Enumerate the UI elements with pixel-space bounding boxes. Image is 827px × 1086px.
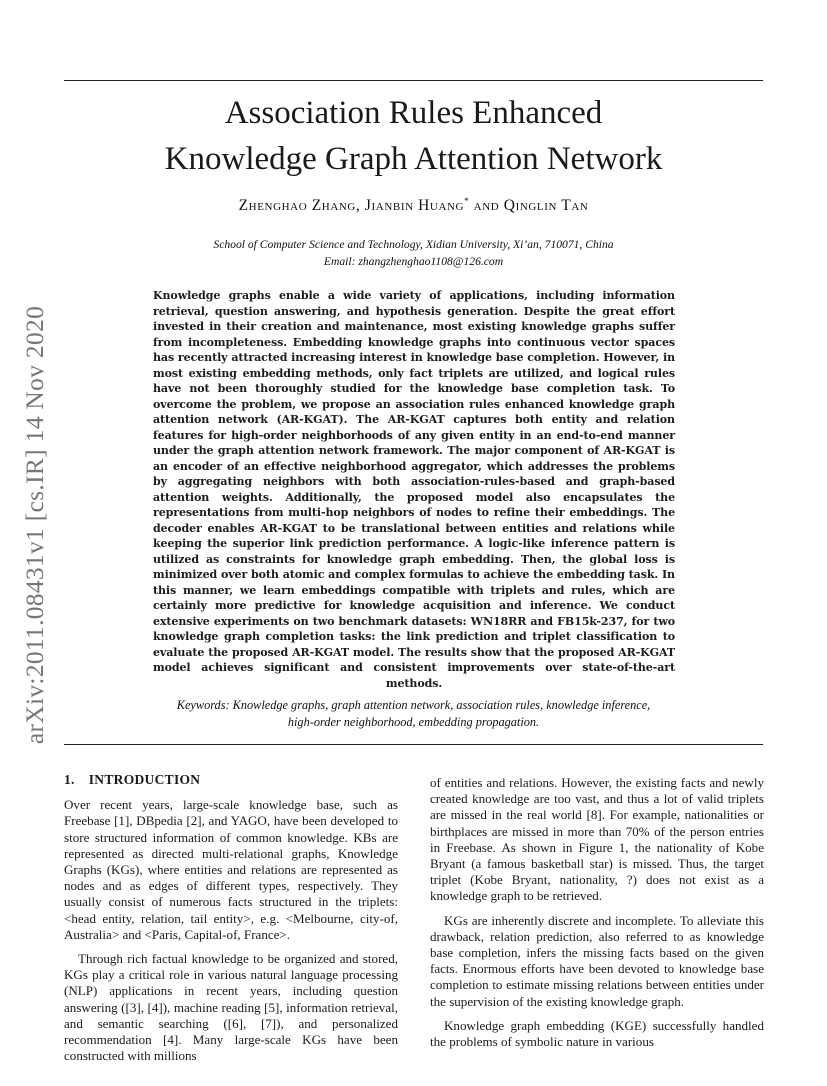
paragraph: Knowledge graph embedding (KGE) successfully handled the problems of symbolic nature in various [430, 1017, 764, 1050]
email-line: Email: zhangzhenghao1108@126.com [323, 255, 504, 268]
authors-last: and Qinglin Tan [469, 197, 589, 215]
keywords: Keywords: Knowledge graphs, graph attention network, association rules, knowledge inference, high-order neighborhood, embedding propagation. [176, 698, 651, 729]
affiliation [64, 236, 763, 270]
paragraph: of entities and relations. However, the existing facts and newly created knowledge are too vast, and thus a lot of valid triplets are missed in the real world [8]. For example, nationalities or birthplaces are missed in more than 70% of the person entries in Freebase. As shown in Figure 1, the nationality of Kobe Bryant (a famous basketball star) is missed. Thus, the target triplet (Kobe Bryant, nationality, ?) does not exist as a knowledge graph to be retrieved. [430, 775, 764, 904]
arxiv-sidebar-stamp [15, 280, 55, 770]
arxiv-id: arXiv:2011.08431v1 [cs.IR] 14 Nov 2020 [20, 305, 49, 745]
title-line-1: Association Rules Enhanced [224, 95, 603, 131]
paragraph: Over recent years, large-scale knowledge base, such as Freebase [1], DBpedia [2], and YAGO, have been developed to store structured information of common knowledge. KBs are represented as directed multi-relational graphs, Knowledge Graphs (KGs), where entities and relations are represented as nodes and as edges of different types, respectively. They usually consist of numerous facts structured in the triplets: <head entity, relation, tail entity>, e.g. <Melbourne, city-of, Australia> and <Paris, Capital-of, France>. [64, 797, 398, 942]
title-line-2: Knowledge Graph Attention Network [164, 141, 663, 177]
section-heading [64, 772, 398, 788]
abstract: Knowledge graphs enable a wide variety of applications, including information retrieval, question answering, and hypothesis generation. Despite the great effort invested in their creation and maintenance, most existing knowledge graphs suffer from incompleteness. Embedding knowledge graphs into continuous vector spaces has recently attracted increasing interest in knowledge base completion. However, in most existing embedding methods, only fact triplets are utilized, and logical rules have not been thoroughly studied for the knowledge base completion task. To overcome the problem, we propose an association rules enhanced knowledge graph attention network (AR-KGAT). The AR-KGAT captures both entity and relation features for high-order neighborhoods of any given entity in an end-to-end manner under the graph attention network framework. The major component of AR-KGAT is an encoder of an effective neighborhood aggregator, which addresses the problems by aggregating neighbors with both association-rules-based and graph-based attention weights. Additionally, the proposed model also encapsulates the representations from multi-hop neighbors of nodes to refine their embeddings. The decoder enables AR-KGAT to be translational between entities and relations while keeping the superior link prediction performance. A logic-like inference pattern is utilized as constraints for knowledge graph embedding. Then, the global loss is minimized over both atomic and complex formulas to achieve the embedding task. In this manner, we learn embeddings compatible with triplets and rules, which are certainly more predictive for knowledge acquisition and inference. We conduct extensive experiments on two benchmark datasets: WN18RR and FB15k-237, for two knowledge graph completion tasks: the link prediction and triplet classification to evaluate the proposed AR-KGAT model. The results show that the proposed AR-KGAT model achieves significant and consistent improvements over state-of-the-art methods. [153, 289, 675, 690]
left-column [64, 772, 398, 1072]
section-title: INTRODUCTION [88, 772, 201, 787]
authors-main: Zhenghao Zhang, Jianbin Huang [238, 197, 465, 215]
section-number: 1. [64, 772, 75, 787]
author-list [64, 196, 763, 215]
bottom-rule [64, 744, 763, 745]
paper-title [64, 90, 763, 182]
paragraph: KGs are inherently discrete and incomplete. To alleviate this drawback, relation prediction, also referred to as knowledge base completion, infers the missing facts based on the given facts. Enormous efforts have been devoted to knowledge base completion to estimate missing relations between entities under the supervision of the existing knowledge graph. [430, 912, 764, 1009]
right-column [430, 775, 764, 1058]
top-rule [64, 80, 763, 81]
affiliation-line: School of Computer Science and Technology, Xidian University, Xi’an, 710071, China [213, 238, 614, 251]
corresponding-author-mark: * [464, 196, 470, 206]
paragraph: Through rich factual knowledge to be organized and stored, KGs play a critical role in various natural language processing (NLP) applications in recent years, including question answering ([3], [4]), machine reading [5], information retrieval, and semantic searching ([6], [7]), and personalized recommendation [4]. Many large-scale KGs have been constructed with millions [64, 951, 398, 1064]
